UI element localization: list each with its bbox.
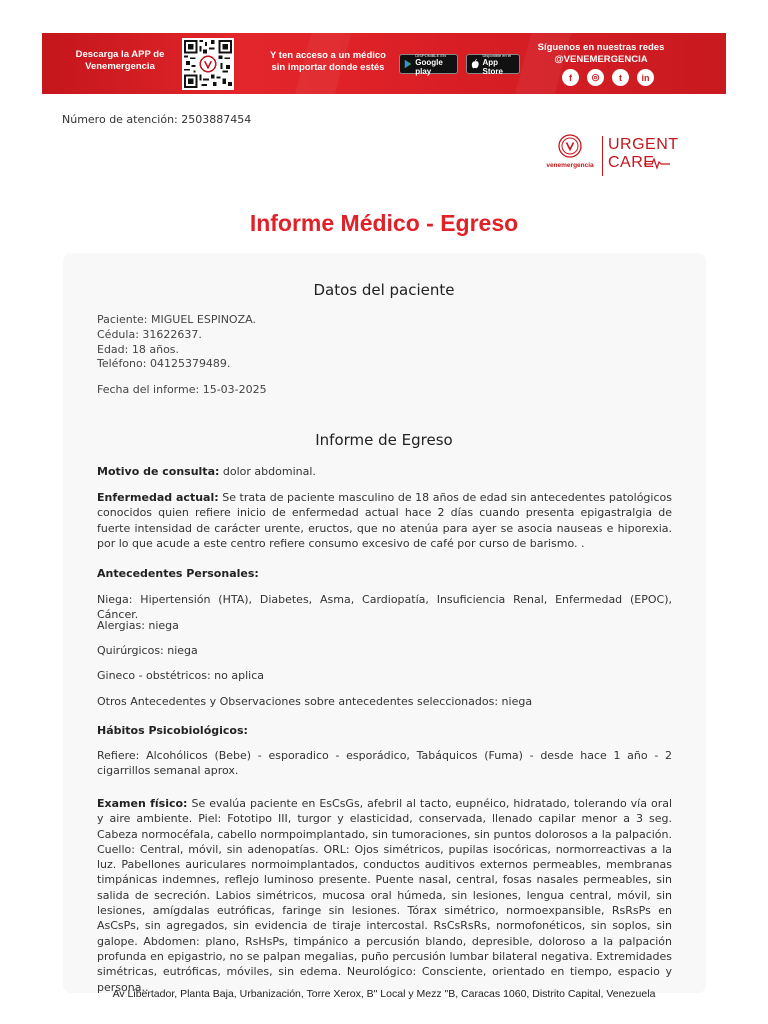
report-date: Fecha del informe: 15-03-2025: [97, 383, 267, 396]
consultation-reason: [97, 464, 672, 479]
follow-handle: @VENEMERGENCIA: [554, 54, 648, 65]
google-play-small-text: DISPONIBLE EN: [415, 52, 446, 58]
logo-brand-name: venemergencia: [546, 162, 594, 169]
app-store-small-text: Disponible en el: [482, 52, 511, 58]
twitter-icon[interactable]: t: [612, 69, 629, 86]
venemergencia-logo-icon: [558, 134, 582, 158]
social-links: [562, 69, 654, 86]
venemergencia-urgent-care-logo: [538, 132, 678, 182]
patient-age: Edad: 18 años.: [97, 342, 180, 356]
logo-care-text: CARE: [608, 154, 655, 171]
physical-exam-label: Examen físico:: [97, 797, 188, 810]
apple-icon: [471, 58, 480, 70]
current-illness-label: Enfermedad actual:: [97, 491, 219, 504]
instagram-icon[interactable]: ◎: [587, 69, 604, 86]
app-store-button[interactable]: [466, 54, 520, 74]
page-title: Informe Médico - Egreso: [249, 210, 519, 236]
app-store-label: App Store: [482, 57, 503, 76]
current-illness-text: Se trata de paciente masculino de 18 años de edad sin antecedentes patológicos conocidos quien refiere inicio de enfermedad actual hace 2 días cuando presenta epigastralgia de fuerte intensidad de carácter urente, eructos, que no atenúa para ayer se asocia nauseas e hiporexia. por lo que acude a este centro refiere consumo excesivo de café por curso de barismo. .: [97, 491, 672, 550]
consultation-reason-value: dolor abdominal.: [219, 465, 316, 478]
facebook-icon[interactable]: f: [562, 69, 579, 86]
access-line-1: Y ten acceso a un médico: [270, 50, 386, 61]
discharge-section-heading: Informe de Egreso: [315, 431, 453, 449]
habits-label: Hábitos Psicobiológicos:: [97, 724, 248, 737]
denied-conditions: Niega: Hipertensión (HTA), Diabetes, Asma, Cardiopatía, Insuficiencia Renal, Enfermedad (EPOC), Cáncer.: [97, 593, 672, 622]
personal-history-label: Antecedentes Personales:: [97, 567, 259, 580]
download-line-1: Descarga la APP de: [75, 49, 165, 60]
allergies: Alergias: niega: [97, 619, 179, 632]
access-doctor-text: [268, 50, 388, 74]
heartbeat-icon: [644, 156, 670, 170]
surgical-history: Quirúrgicos: niega: [97, 644, 198, 657]
attention-number: Número de atención: 2503887454: [62, 113, 252, 126]
personal-history-heading: [97, 566, 672, 581]
habits-details: Refiere: Alcohólicos (Bebe) - esporadico - esporádico, Tabáquicos (Fuma) - desde hace 1 año - 2 cigarrillos semanal aprox.: [97, 749, 672, 778]
footer-address: Av Libertador, Planta Baja, Urbanización, Torre Xerox, B" Local y Mezz "B, Caracas 1060, Distrito Capital, Venezuela: [112, 988, 656, 1000]
patient-details: [97, 313, 256, 372]
consultation-reason-label: Motivo de consulta:: [97, 465, 220, 478]
access-line-2: sin importar donde estés: [271, 62, 385, 73]
google-play-label: Google play: [415, 57, 443, 76]
app-download-banner[interactable]: [42, 33, 726, 94]
google-play-button[interactable]: [399, 54, 458, 74]
download-line-2: Venemergencia: [85, 61, 155, 72]
patient-id: Cédula: 31622637.: [97, 327, 202, 341]
follow-us-text: [536, 42, 666, 66]
logo-urgent-text: URGENT: [608, 136, 679, 153]
follow-line-1: Síguenos en nuestras redes: [537, 42, 665, 53]
other-history: Otros Antecedentes y Observaciones sobre antecedentes seleccionados: niega: [97, 695, 533, 708]
patient-phone: Teléfono: 04125379489.: [97, 357, 231, 371]
download-app-text: [70, 49, 170, 73]
physical-exam: [97, 796, 672, 995]
linkedin-icon[interactable]: in: [637, 69, 654, 86]
current-illness: [97, 490, 672, 551]
physical-exam-text: Se evalúa paciente en EsCsGs, afebril al tacto, eupnéico, hidratado, tolerando vía oral y aire ambiente. Piel: Fototipo III, turgor y elasticidad, conservada, llenado capilar menor a 3 seg. Cabeza normocéfala, cabello normpoimplantado, sin tumoraciones, sin puntos dolorosos a la palpación. Cuello: Central, móvil, sin adenopatías. ORL: Ojos simétricos, pupilas isocóricas, normorreactivas a la luz. Pabellones auriculares normoimplantados, conductos auditivos externos permeables, membranas timpánicas indemnes, reflejo luminoso presente. Puente nasal, central, fosas nasales permeables, sin salida de secreción. Labios simétricos, mucosa oral húmeda, sin lesiones, lengua central, móvil, sin lesiones, amígdalas eutróficas, faringe sin lesiones. Tórax simétrico, normoexpansible, RsRsPs en AsCsPs, sin agregados, sin evidencia de tiraje intercostal. RsCsRsRs, normofonéticos, sin soplos, sin galope. Abdomen: plano, RsHsPs, timpánico a percusión blando, depresible, doloroso a la palpación profunda en epigastrio, no se palpan megalias, puño percusión lumbar bilateral negativa. Extremidades simétricas, eutróficas, móviles, sin edema. Neurológico: Consciente, orientado en tiempo, espacio y persona..: [97, 797, 673, 994]
patient-section-heading: Datos del paciente: [313, 281, 455, 299]
patient-name: Paciente: MIGUEL ESPINOZA.: [97, 313, 256, 326]
google-play-icon: [404, 58, 412, 70]
gyneco-obstetric-history: Gineco - obstétricos: no aplica: [97, 669, 265, 682]
qr-code-icon[interactable]: [182, 38, 234, 90]
habits-heading: [97, 723, 672, 738]
logo-divider: [602, 136, 603, 176]
